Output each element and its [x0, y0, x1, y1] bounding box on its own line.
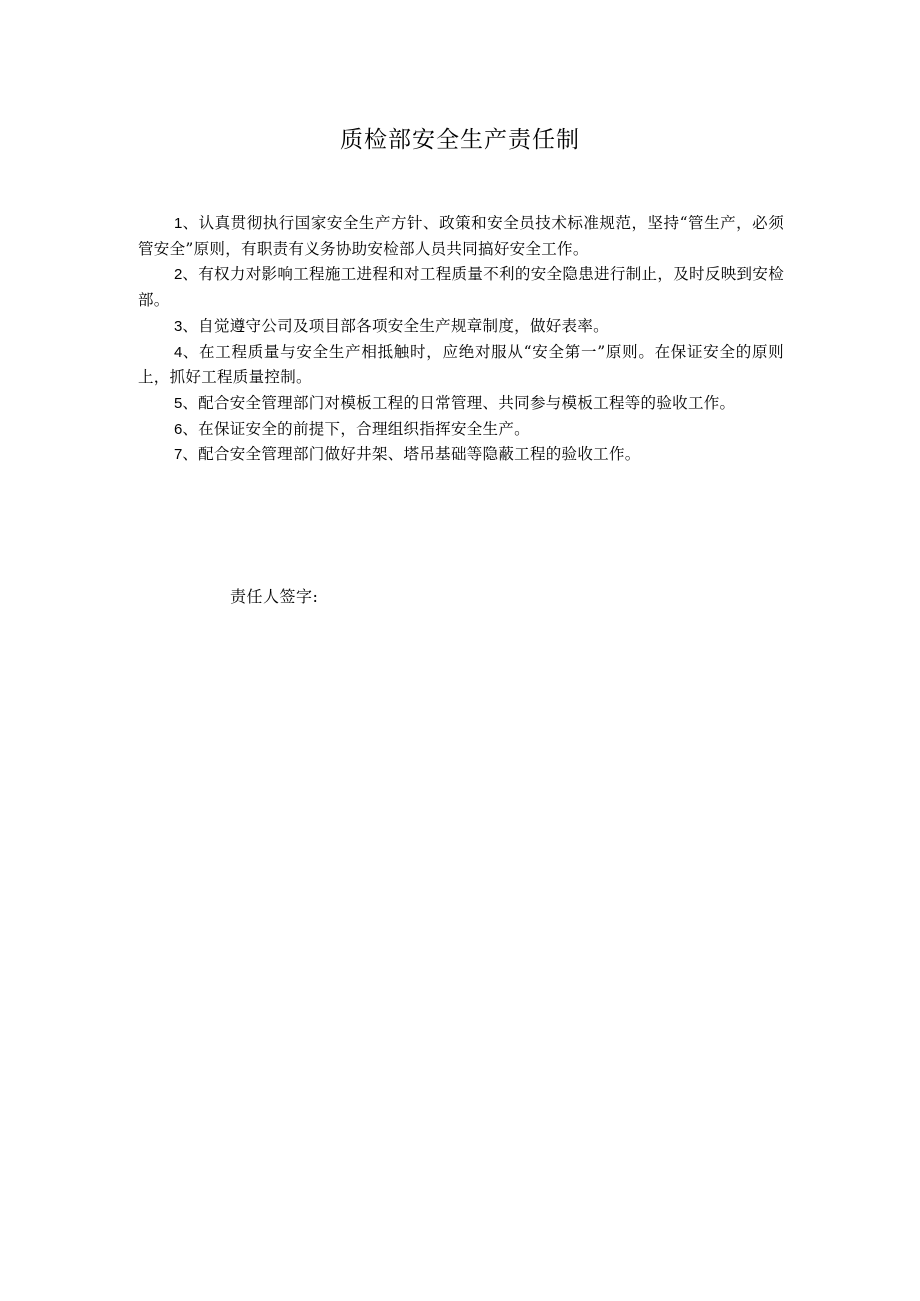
clause-text: 、配合安全管理部门对模板工程的日常管理、共同参与模板工程等的验收工作。 [182, 393, 736, 412]
clause-text: 、自觉遵守公司及项目部各项安全生产规章制度，做好表率。 [182, 316, 609, 335]
clause-number: 4 [174, 343, 183, 361]
clause-item [138, 340, 784, 391]
document-title: 质检部安全生产责任制 [340, 127, 580, 153]
clause-number: 7 [174, 446, 183, 464]
clause-number: 6 [174, 420, 183, 438]
clause-item [138, 391, 784, 417]
clause-item [138, 442, 784, 468]
clause-text: 、有权力对影响工程施工进程和对工程质量不利的安全隐患进行制止，及时反映到安检部。 [138, 265, 784, 310]
clause-list [138, 211, 784, 468]
clause-number: 1 [174, 215, 183, 232]
clause-item [138, 314, 784, 340]
clause-number: 2 [174, 266, 183, 284]
clause-text: 、认真贯彻执行国家安全生产方针、政策和安全员技术标准规范，坚持“管生产，必须管安全”原则，有职责有义务协助安检部人员共同搞好安全工作。 [138, 214, 784, 258]
clause-text: 、在保证安全的前提下，合理组织指挥安全生产。 [182, 419, 530, 438]
clause-item [138, 262, 784, 313]
clause-number: 5 [174, 394, 183, 412]
clause-item [138, 417, 784, 443]
clause-number: 3 [174, 317, 183, 335]
signature-label: 责任人签字: [230, 587, 319, 606]
clause-text: 、配合安全管理部门做好井架、塔吊基础等隐蔽工程的验收工作。 [182, 445, 641, 464]
clause-item [138, 211, 784, 262]
clause-text: 、在工程质量与安全生产相抵触时，应绝对服从“安全第一”原则。在保证安全的原则上，抓好工程质量控制。 [138, 342, 784, 387]
